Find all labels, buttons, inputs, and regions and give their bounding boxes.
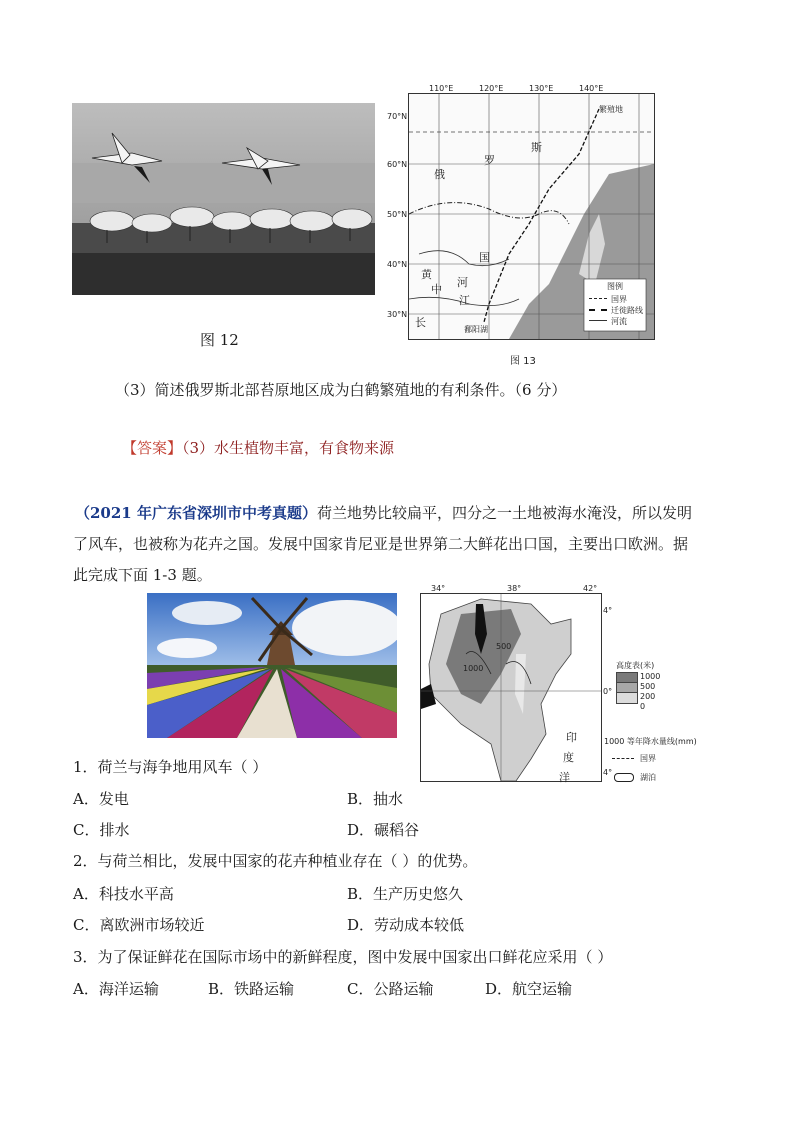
question2-stem: 2．与荷兰相比，发展中国家的花卉种植业存在（ ）的优势。: [73, 852, 478, 870]
q2-option-b: B．生产历史悠久: [347, 885, 464, 903]
legend-border-swatch: [612, 758, 634, 759]
wintering-area-label: 鄱阳湖: [464, 325, 488, 334]
lat-label: 30°N: [387, 310, 408, 319]
legend-river-swatch: [589, 320, 607, 321]
q3-option-c: C．公路运输: [347, 980, 434, 998]
legend-value: 0: [640, 702, 646, 711]
place-label: 俄: [434, 168, 445, 181]
legend-value: 500: [640, 682, 656, 691]
lat-label: 60°N: [387, 160, 408, 169]
answer-tag: 【答案】: [122, 439, 183, 457]
legend-item-border: 国界: [611, 295, 627, 304]
lat-label: 40°N: [387, 260, 408, 269]
crane-photo: [72, 103, 375, 295]
lat-label: 70°N: [387, 112, 408, 121]
kenya-lat-label: 4°: [603, 768, 613, 777]
ocean-label: 洋: [559, 771, 570, 784]
kenya-lon-label: 38°: [507, 584, 522, 593]
q3-option-a: A．海洋运输: [73, 980, 159, 998]
q2-option-c: C．离欧洲市场较近: [73, 916, 205, 934]
ocean-label: 度: [563, 751, 574, 764]
lon-label: 110°E: [429, 84, 454, 93]
legend-value: 200: [640, 692, 656, 701]
kenya-lat-label: 4°: [603, 606, 613, 615]
place-label: 长: [415, 316, 426, 329]
kenya-lon-label: 34°: [431, 584, 446, 593]
legend-lake-swatch: [614, 773, 634, 782]
legend-rainfall-line: 1000 等年降水量线(mm): [604, 737, 697, 746]
legend-lake: 湖泊: [640, 773, 656, 782]
windmill-photo: [147, 593, 397, 738]
q1-option-c: C．排水: [73, 821, 130, 839]
kenya-legend: [604, 660, 734, 790]
intro-line2: 了风车，也被称为花卉之国。发展中国家肯尼亚是世界第二大鲜花出口国，主要出口欧洲。据: [73, 535, 689, 553]
intro-line3: 此完成下面 1-3 题。: [73, 566, 212, 584]
q3-option-b: B．铁路运输: [208, 980, 295, 998]
q2-option-d: D．劳动成本较低: [347, 916, 465, 934]
place-label: 国: [479, 251, 490, 264]
q3-option-d: D．航空运输: [485, 980, 573, 998]
lat-label: 50°N: [387, 210, 408, 219]
legend-value: 1000: [640, 672, 661, 681]
contour-label: 1000: [463, 664, 484, 673]
lon-label: 140°E: [579, 84, 604, 93]
place-label: 江: [459, 294, 470, 307]
question1-stem: 1．荷兰与海争地用风车（ ）: [73, 758, 268, 776]
answer-text: （3）水生植物丰富，有食物来源: [182, 439, 395, 457]
legend-border-swatch: [589, 298, 607, 299]
kenya-map: [420, 584, 613, 784]
legend-item-river: 河流: [611, 317, 627, 326]
place-label: 罗: [484, 154, 495, 167]
lon-label: 120°E: [479, 84, 504, 93]
legend-title: 图例: [607, 282, 623, 291]
legend-route-swatch: [589, 309, 607, 311]
kenya-lon-label: 42°: [583, 584, 598, 593]
q2-option-a: A．科技水平高: [73, 885, 174, 903]
migration-map: [387, 84, 655, 340]
legend-title: 高度表(米): [616, 661, 655, 670]
question3-stem: 3．为了保证鲜花在国际市场中的新鲜程度，图中发展中国家出口鲜花应采用（ ）: [73, 948, 613, 966]
legend-swatch-200: [616, 692, 638, 704]
lon-label: 130°E: [529, 84, 554, 93]
answer3: [122, 438, 394, 458]
kenya-lat-label: 0°: [603, 687, 613, 696]
place-label: 斯: [531, 141, 542, 154]
legend-item-route: 迁徙路线: [611, 306, 643, 315]
intro-line1: [75, 503, 692, 523]
intro-text: 荷兰地势比较扁平，四分之一土地被海水淹没，所以发明: [316, 504, 692, 522]
question-source: （2021 年广东省深圳市中考真题）: [75, 504, 317, 522]
q1-option-b: B．抽水: [347, 790, 404, 808]
place-label: 河: [457, 276, 468, 289]
figure13-caption: 图 13: [510, 356, 536, 367]
question3-text: （3）简述俄罗斯北部苔原地区成为白鹤繁殖地的有利条件。（6 分）: [115, 381, 567, 399]
q1-option-a: A．发电: [73, 790, 129, 808]
q1-option-d: D．碾稻谷: [347, 821, 420, 839]
ocean-label: 印: [566, 731, 577, 744]
place-label: 中: [431, 283, 442, 296]
figure12-caption: 图 12: [200, 331, 239, 349]
contour-label: 500: [496, 642, 512, 651]
breeding-area-label: 繁殖地: [599, 105, 623, 114]
legend-border: 国界: [640, 754, 656, 763]
place-label: 黄: [421, 268, 432, 281]
